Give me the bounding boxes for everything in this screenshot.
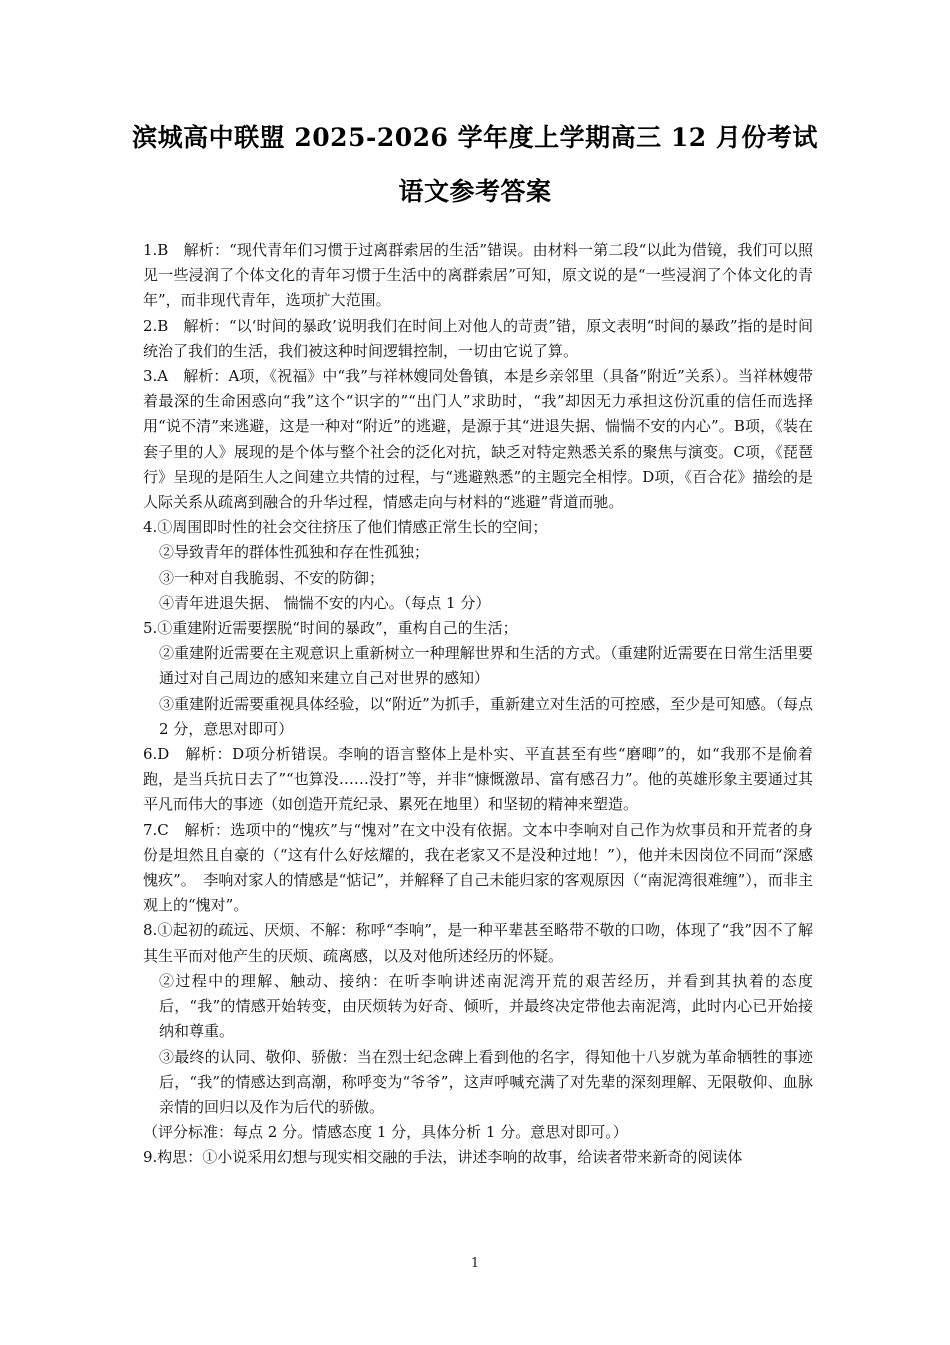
- answer-paragraph: 4.①周围即时性的社会交往挤压了他们情感正常生长的空间；: [143, 518, 548, 537]
- answer-paragraph: ③重建附近需要重视具体经验，以“附近”为抓手，重新建立对生活的可控感，至少是可知感。（每点 2 分，意思对即可）: [159, 694, 813, 738]
- answer-paragraph: 3.A 解析：A项，《祝福》中“我”与祥林嫂同处鲁镇，本是乡亲邻里（具备“附近”关系）。当祥林嫂带着最深的生命困惑向“我”这个“识字的”“出门人”求助时，“我”却因无力承担这份沉重的信任而选择用“说不清”来逃避，这是一种对“附近”的逃避，是源于其“进退失据、惴惴不安的内心”。B项，《装在套子里的人》展现的是个体与整个社会的泛化对抗，缺乏对特定熟悉关系的聚焦与演变。C项，《琵琶行》呈现的是陌生人之间建立共情的过程，与“逃避熟悉”的主题完全相悖。D项，《百合花》描绘的是人际关系从疏离到融合的升华过程，情感走向与材料的“逃避”背道而驰。: [143, 367, 813, 512]
- answer-paragraph: 6.D 解析：D项分析错误。李响的语言整体上是朴实、平直甚至有些“磨唧”的，如“我那不是偷着跑，是当兵抗日去了”“也算没……没打”等，并非“慷慨激昂、富有感召力”。他的英雄形象主要通过其平凡而伟大的事迹（如创造开荒纪录、累死在地里）和坚韧的精神来塑造。: [143, 745, 813, 814]
- answer-paragraph: ②过程中的理解、触动、接纳：在听李响讲述南泥湾开荒的艰苦经历，并看到其执着的态度后，“我”的情感开始转变，由厌烦转为好奇、倾听，并最终决定带他去南泥湾，此时内心已开始接纳和尊重。: [159, 971, 813, 1041]
- answer-paragraph: 1.B 解析：“现代青年们习惯于过离群索居的生活”错误。由材料一第二段“以此为借镜，我们可以照见一些浸润了个体文化的青年习惯于生活中的离群索居”可知，原文说的是“一些浸润了个体文化的青年”，而非现代青年，选项扩大范围。: [143, 241, 813, 310]
- document-title: 滨城高中联盟 2025-2026 学年度上学期高三 12 月份考试: [132, 123, 818, 152]
- answer-paragraph: ③最终的认同、敬仰、骄傲：当在烈士纪念碑上看到他的名字，得知他十八岁就为革命牺牲的事迹后，“我”的情感达到高潮，称呼变为“爷爷”，这声呼喊充满了对先辈的深刻理解、无限敬仰、血脉亲情的回归以及作为后代的骄傲。: [159, 1047, 813, 1116]
- answer-content: [143, 238, 813, 1171]
- answer-paragraph: 7.C 解析：选项中的“愧疚”与“愧对”在文中没有依据。文本中李响对自己作为炊事员和开荒者的身份是坦然且自豪的（“这有什么好炫耀的，我在老家又不是没种过地！”），他并未因岗位不同而“深感愧疚”。 李响对家人的情感是“惦记”，并解释了自己未能归家的客观原因（“南泥湾很难缠”），而非主观上的“愧对”。: [143, 820, 813, 915]
- answer-paragraph: 2.B 解析：“以‘时间的暴政’说明我们在时间上对他人的苛责”错，原文表明“时间的暴政”指的是时间统治了我们的生活，我们被这种时间逻辑控制，一切由它说了算。: [143, 316, 813, 360]
- document-subtitle: 语文参考答案: [398, 177, 552, 206]
- answer-paragraph: （评分标准：每点 2 分。情感态度 1 分，具体分析 1 分。意思对即可。）: [143, 1123, 628, 1142]
- answer-paragraph: 5.①重建附近需要摆脱“时间的暴政”，重构自己的生活；: [143, 619, 518, 638]
- answer-paragraph: ②重建附近需要在主观意识上重新树立一种理解世界和生活的方式。（重建附近需要在日常生活里要通过对自己周边的感知来建立自己对世界的感知）: [159, 644, 813, 688]
- page-number: 1: [470, 1256, 480, 1271]
- answer-paragraph: 8.①起初的疏远、厌烦、不解：称呼“李响”，是一种平辈甚至略带不敬的口吻，体现了“我”因不了解其生平而对他产生的厌烦、疏离感，以及对他所述经历的怀疑。: [143, 921, 813, 965]
- answer-paragraph: 9.构思：①小说采用幻想与现实相交融的手法，讲述李响的故事，给读者带来新奇的阅读体: [143, 1148, 743, 1167]
- answer-paragraph: ③一种对自我脆弱、不安的防御；: [159, 568, 385, 587]
- answer-paragraph: ②导致青年的群体性孤独和存在性孤独；: [159, 543, 430, 562]
- answer-paragraph: ④青年进退失据、 惴惴不安的内心。（每点 1 分）: [159, 593, 491, 612]
